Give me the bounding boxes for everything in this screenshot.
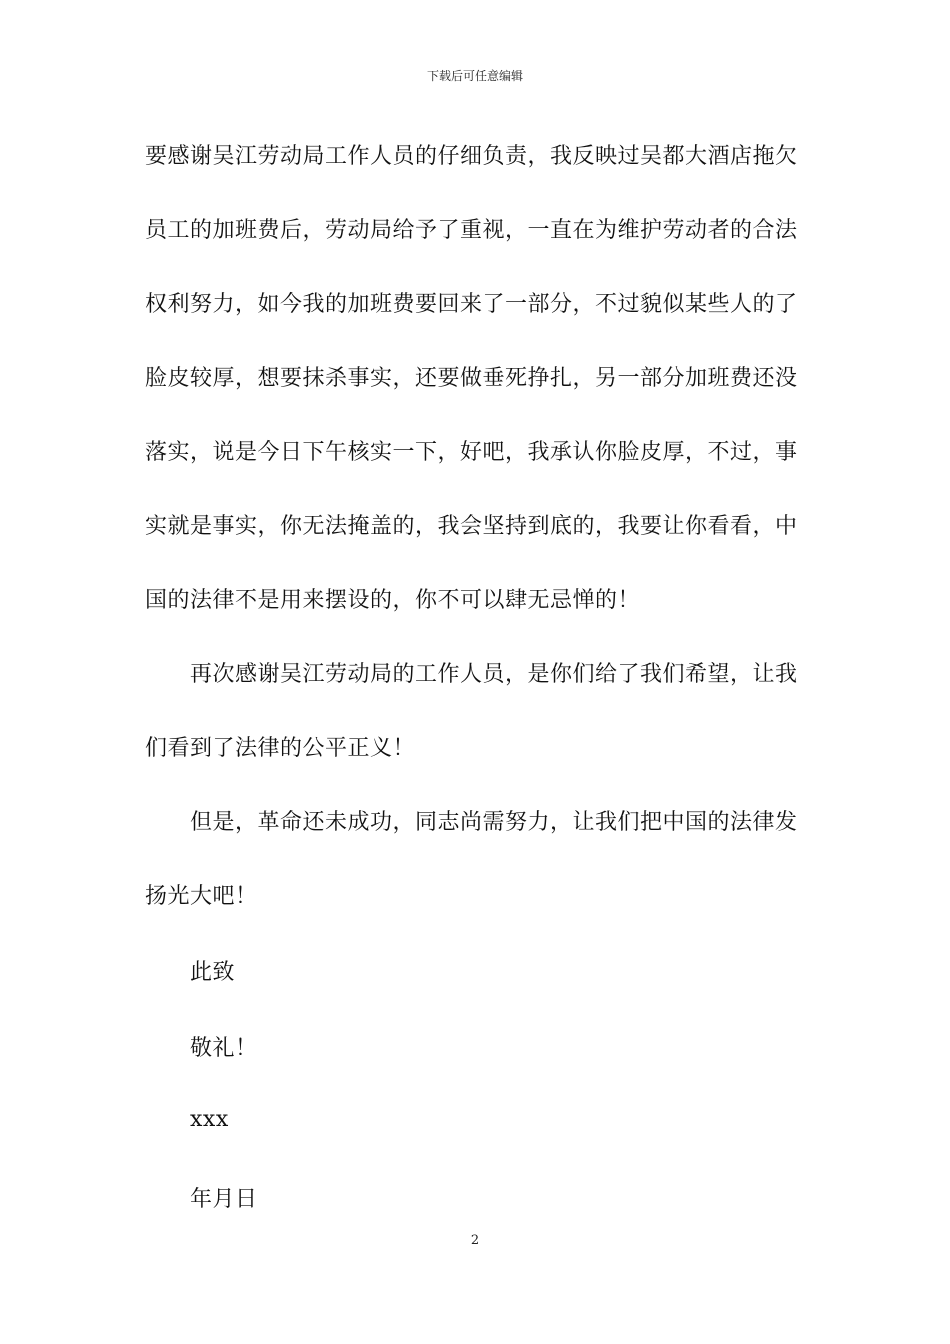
body-line: 们看到了法律的公平正义！ (145, 736, 416, 761)
body-line: 国的法律不是用来摆设的，你不可以肆无忌惮的！ (145, 588, 641, 613)
body-line: 权利努力，如今我的加班费要回来了一部分，不过貌似某些人的了 (145, 292, 798, 317)
signature-date: 年月日 (190, 1187, 258, 1212)
page-number: 2 (470, 1233, 480, 1248)
body-line: 实就是事实，你无法掩盖的，我会坚持到底的，我要让你看看，中 (145, 514, 798, 539)
signature-name: xxx (190, 1107, 229, 1132)
closing-salutation: 此致 (190, 960, 236, 985)
body-line: 落实，说是今日下午核实一下，好吧，我承认你脸皮厚，不过，事 (145, 440, 798, 465)
body-line: 员工的加班费后，劳动局给予了重视，一直在为维护劳动者的合法 (145, 218, 798, 243)
body-line: 扬光大吧！ (145, 884, 258, 909)
body-line: 脸皮较厚，想要抹杀事实，还要做垂死挣扎，另一部分加班费还没 (145, 366, 798, 391)
closing-regards: 敬礼！ (190, 1036, 258, 1061)
body-line: 要感谢吴江劳动局工作人员的仔细负责，我反映过吴都大酒店拖欠 (145, 144, 798, 169)
page-header: 下载后可任意编辑 (426, 69, 523, 83)
body-line: 再次感谢吴江劳动局的工作人员，是你们给了我们希望，让我 (190, 662, 798, 687)
body-line: 但是，革命还未成功，同志尚需努力，让我们把中国的法律发 (190, 810, 798, 835)
